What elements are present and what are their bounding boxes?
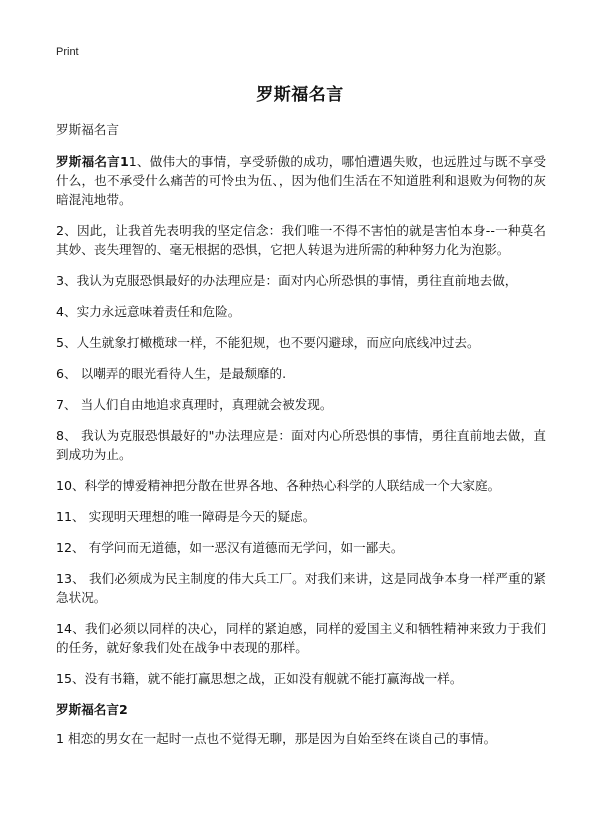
- quote-paragraph: 7、 当人们自由地追求真理时，真理就会被发现。: [56, 397, 333, 412]
- quote-paragraph: 1 相恋的男女在一起时一点也不觉得无聊，那是因为自始至终在谈自己的事情。: [56, 731, 497, 746]
- quote-paragraph: [56, 152, 546, 209]
- quote-paragraph: 2、因此，让我首先表明我的坚定信念：我们唯一不得不害怕的就是害怕本身--一种莫名其妙、丧失理智的、毫无根据的恐惧，它把人转退为进所需的种种努力化为泡影。: [56, 223, 546, 257]
- quote-text: 1、做伟大的事情，享受骄傲的成功，哪怕遭遇失败，也远胜过与既不享受什么，也不承受什么痛苦的可怜虫为伍、，因为他们生活在不知道胜利和退败为何物的灰暗混沌地带。: [56, 154, 547, 207]
- quote-paragraph: 13、 我们必须成为民主制度的伟大兵工厂。对我们来讲，这是同战争本身一样严重的紧急状况。: [56, 571, 546, 605]
- quote-paragraph: 3、我认为克服恐惧最好的办法理应是：面对内心所恐惧的事情，勇往直前地去做，: [56, 273, 518, 288]
- quote-paragraph: 10、科学的博爱精神把分散在世界各地、各种热心科学的人联结成一个大家庭。: [56, 478, 501, 493]
- quote-paragraph: 14、我们必须以同样的决心，同样的紧迫感，同样的爱国主义和牺牲精神来致力于我们的任务，就好象我们处在战争中表现的那样。: [56, 621, 546, 655]
- article-subtitle: 罗斯福名言: [56, 122, 119, 137]
- quote-paragraph: 4、实力永远意味着责任和危险。: [56, 304, 241, 319]
- quote-paragraph: 8、 我认为克服恐惧最好的"办法理应是：面对内心所恐惧的事情，勇往直前地去做，直到成功为止。: [56, 428, 546, 462]
- quote-paragraph: 11、 实现明天理想的唯一障碍是今天的疑虑。: [56, 509, 316, 524]
- section-heading: 罗斯福名言2: [56, 702, 128, 717]
- page-title: 罗斯福名言: [256, 85, 344, 105]
- quote-paragraph: 12、 有学问而无道德，如一恶汉有道德而无学问，如一鄙夫。: [56, 540, 404, 555]
- article-body: [56, 120, 546, 760]
- section-label: 罗斯福名言1: [56, 154, 129, 169]
- quote-paragraph: 5、人生就象打橄榄球一样，不能犯规，也不要闪避球，而应向底线冲过去。: [56, 335, 480, 350]
- print-link[interactable]: Print: [56, 46, 79, 58]
- quote-paragraph: 6、 以嘲弄的眼光看待人生，是最颓靡的.: [56, 366, 287, 381]
- quote-paragraph: 15、没有书籍，就不能打赢思想之战，正如没有舰就不能打赢海战一样。: [56, 671, 463, 686]
